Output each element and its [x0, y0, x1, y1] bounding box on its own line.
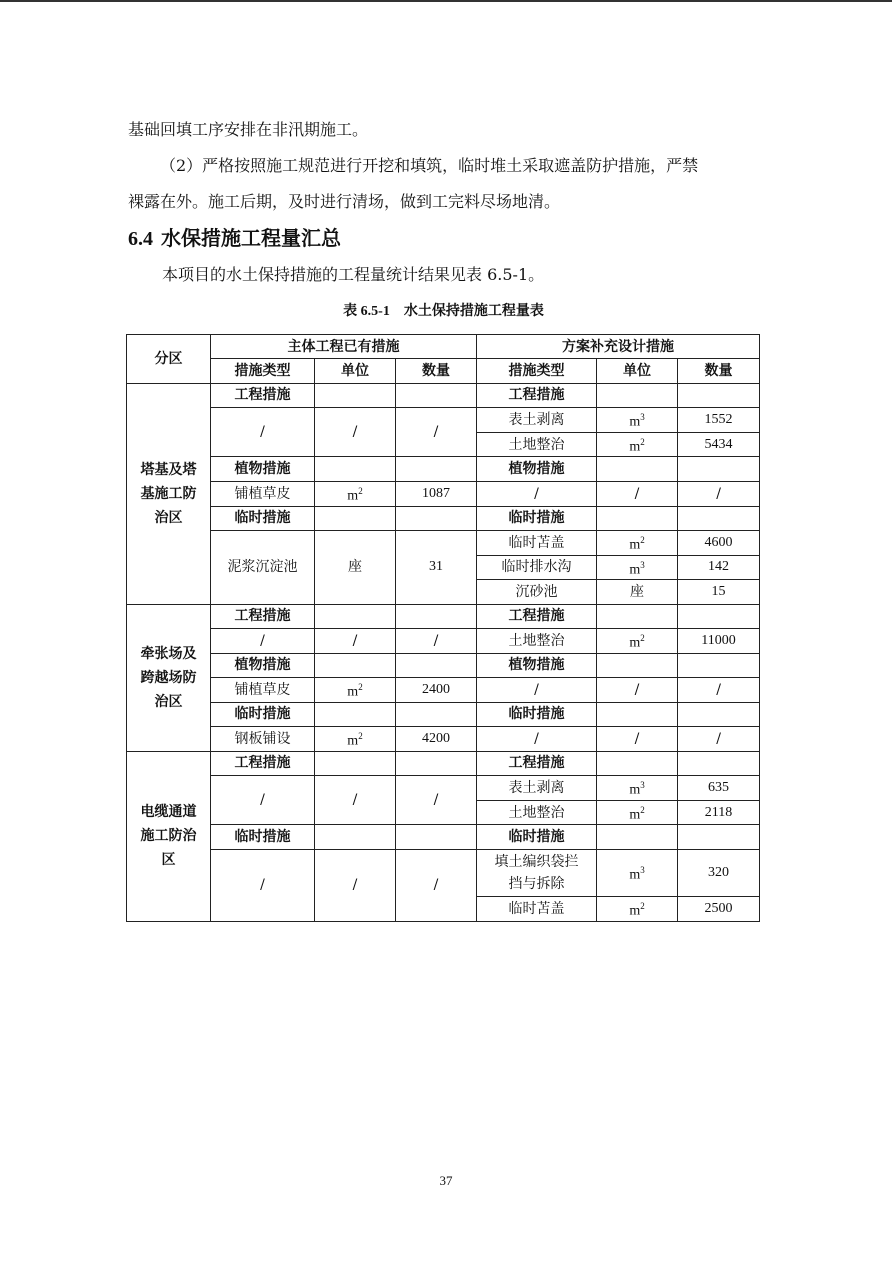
measure-cell: 钢板铺设	[211, 727, 315, 752]
section-heading	[128, 226, 341, 251]
measure-cell: 临时苫盖	[477, 530, 597, 555]
table-row	[127, 702, 760, 726]
category-cell: 临时措施	[211, 825, 315, 849]
qty-cell: 4200	[396, 727, 477, 752]
unit-cell: $m^3$	[597, 776, 678, 801]
slash-cell: /	[678, 481, 760, 506]
zone1-name-text: 塔基及塔基施工防治区	[140, 461, 197, 526]
header-main-type: 措施类型	[211, 359, 315, 383]
slash-cell: /	[211, 776, 315, 825]
section-title: 水保措施工程量汇总	[161, 226, 341, 250]
qty-cell: 1087	[396, 481, 477, 506]
category-cell: 临时措施	[477, 702, 597, 726]
table-row	[127, 383, 760, 407]
qty-cell: 1552	[678, 408, 760, 433]
slash-cell: /	[396, 408, 477, 457]
header-supp-unit: 单位	[597, 359, 678, 383]
unit-cell: $m^2$	[597, 629, 678, 654]
category-cell: 临时措施	[477, 506, 597, 530]
qty-cell: 2500	[678, 896, 760, 921]
category-cell: 工程措施	[477, 383, 597, 407]
qty-cell: 142	[678, 555, 760, 580]
measure-cell: 临时排水沟	[477, 555, 597, 580]
slash-cell: /	[477, 481, 597, 506]
slash-cell: /	[396, 849, 477, 921]
measure-cell: 表土剥离	[477, 776, 597, 801]
intro-paragraph: 本项目的水土保持措施的工程量统计结果见表 6.5-1。	[162, 265, 545, 284]
zone3-name	[127, 751, 211, 921]
zone3-name-text: 电缆通道施工防治区	[140, 804, 197, 869]
table-row	[127, 530, 760, 555]
header-supp-group: 方案补充设计措施	[477, 335, 760, 359]
table-row	[127, 481, 760, 506]
header-main-group: 主体工程已有措施	[211, 335, 477, 359]
zone2-name	[127, 604, 211, 751]
top-border-rule	[0, 0, 892, 2]
slash-cell: /	[597, 678, 678, 703]
table-subheader-row	[127, 359, 760, 383]
header-supp-qty: 数量	[678, 359, 760, 383]
qty-cell: 5434	[678, 432, 760, 457]
body-line-2: （2）严格按照施工规范进行开挖和填筑，临时堆土采取遮盖防护措施，严禁	[160, 156, 699, 175]
category-cell: 工程措施	[211, 604, 315, 628]
qty-cell: 31	[396, 530, 477, 604]
unit-cell: $m^2$	[597, 896, 678, 921]
measure-cell: 土地整治	[477, 432, 597, 457]
table-row	[127, 408, 760, 433]
table-row	[127, 751, 760, 775]
slash-cell: /	[315, 776, 396, 825]
qty-cell: 4600	[678, 530, 760, 555]
category-cell: 植物措施	[477, 653, 597, 677]
table-row	[127, 506, 760, 530]
category-cell: 工程措施	[211, 751, 315, 775]
slash-cell: /	[211, 408, 315, 457]
measure-cell: 铺植草皮	[211, 678, 315, 703]
measure-cell: 泥浆沉淀池	[211, 530, 315, 604]
category-cell: 工程措施	[477, 604, 597, 628]
table-row	[127, 825, 760, 849]
table-row	[127, 678, 760, 703]
measure-cell: 临时苫盖	[477, 896, 597, 921]
section-number: 6.4	[128, 228, 153, 250]
unit-cell: $m^2$	[597, 530, 678, 555]
table-caption	[128, 302, 759, 321]
table-caption-number: 表 6.5-1	[343, 304, 390, 319]
unit-cell: 座	[315, 530, 396, 604]
category-cell: 工程措施	[477, 751, 597, 775]
header-supp-type: 措施类型	[477, 359, 597, 383]
slash-cell: /	[396, 629, 477, 654]
page-number: 37	[439, 1173, 453, 1188]
qty-cell: 11000	[678, 629, 760, 654]
measure-cell	[477, 849, 597, 896]
category-cell: 植物措施	[477, 457, 597, 481]
qty-cell: 2400	[396, 678, 477, 703]
measure-cell: 沉砂池	[477, 580, 597, 604]
table-row	[127, 727, 760, 752]
measure-cell-text: 填土编织袋拦挡与拆除	[494, 853, 579, 892]
slash-cell: /	[678, 727, 760, 752]
unit-cell: $m^2$	[315, 727, 396, 752]
category-cell: 植物措施	[211, 653, 315, 677]
unit-cell: $m^2$	[597, 800, 678, 825]
slash-cell: /	[396, 776, 477, 825]
unit-cell: $m^2$	[315, 678, 396, 703]
table-caption-title: 水土保持措施工程量表	[403, 303, 544, 319]
table-row	[127, 457, 760, 481]
slash-cell: /	[315, 408, 396, 457]
unit-cell: $m^3$	[597, 849, 678, 896]
table-row	[127, 653, 760, 677]
zone2-name-text: 牵张场及跨越场防治区	[140, 645, 197, 710]
slash-cell: /	[678, 678, 760, 703]
slash-cell: /	[597, 727, 678, 752]
qty-cell: 635	[678, 776, 760, 801]
slash-cell: /	[597, 481, 678, 506]
qty-cell: 320	[678, 849, 760, 896]
measure-cell: 土地整治	[477, 629, 597, 654]
header-zone: 分区	[127, 335, 211, 384]
qty-cell: 2118	[678, 800, 760, 825]
measure-cell: 铺植草皮	[211, 481, 315, 506]
category-cell: 工程措施	[211, 383, 315, 407]
body-line-3: 裸露在外。施工后期，及时进行清场，做到工完料尽场地清。	[128, 192, 561, 211]
measure-cell: 土地整治	[477, 800, 597, 825]
category-cell: 植物措施	[211, 457, 315, 481]
unit-cell: $m^2$	[597, 432, 678, 457]
table-header-row	[127, 335, 760, 359]
category-cell: 临时措施	[211, 506, 315, 530]
table-row	[127, 604, 760, 628]
slash-cell: /	[211, 849, 315, 921]
slash-cell: /	[211, 629, 315, 654]
slash-cell: /	[477, 678, 597, 703]
unit-cell: $m^3$	[597, 555, 678, 580]
category-cell: 临时措施	[211, 702, 315, 726]
qty-cell: 15	[678, 580, 760, 604]
header-main-unit: 单位	[315, 359, 396, 383]
slash-cell: /	[315, 629, 396, 654]
slash-cell: /	[315, 849, 396, 921]
header-main-qty: 数量	[396, 359, 477, 383]
slash-cell: /	[477, 727, 597, 752]
unit-cell: $m^2$	[315, 481, 396, 506]
table-row	[127, 776, 760, 801]
measure-cell: 表土剥离	[477, 408, 597, 433]
table-row	[127, 849, 760, 896]
body-line-1: 基础回填工序安排在非汛期施工。	[128, 120, 369, 139]
measures-table	[126, 334, 760, 922]
category-cell: 临时措施	[477, 825, 597, 849]
unit-cell: 座	[597, 580, 678, 604]
zone1-name	[127, 383, 211, 604]
table-row	[127, 629, 760, 654]
unit-cell: $m^3$	[597, 408, 678, 433]
